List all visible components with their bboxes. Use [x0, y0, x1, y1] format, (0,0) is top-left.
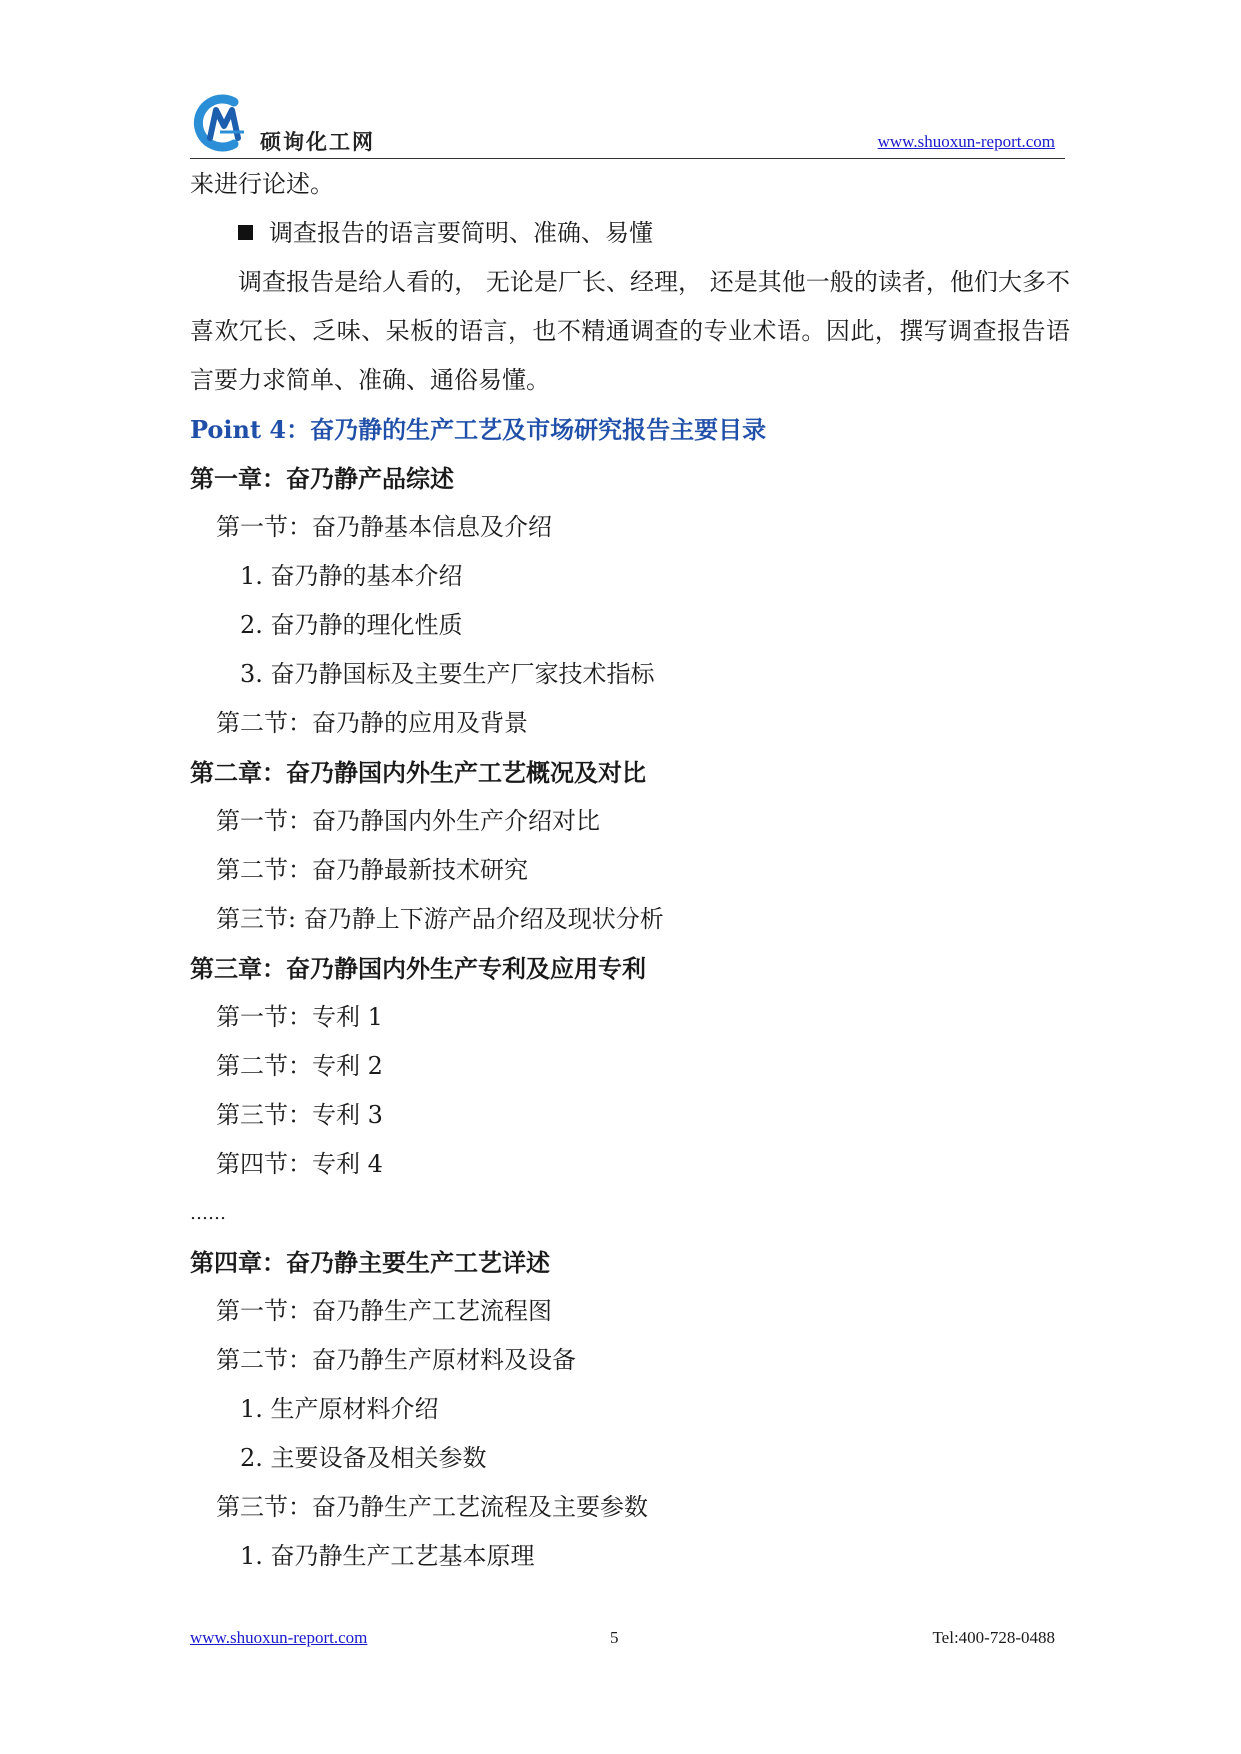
chapter-title: 第一章：奋乃静产品综述	[190, 464, 454, 493]
brand-name: 硕询化工网	[260, 130, 375, 154]
chapter-title: 第三章：奋乃静国内外生产专利及应用专利	[190, 954, 646, 983]
footer-telephone: Tel:400-728-0488	[932, 1628, 1055, 1647]
ellipsis: ……	[190, 1203, 226, 1224]
section-title: 第一节：奋乃静国内外生产介绍对比	[216, 807, 600, 835]
list-item: 2. 主要设备及相关参数	[240, 1444, 487, 1472]
continuation-text: 来进行论述。	[190, 170, 334, 198]
section-title: 第三节：专利 3	[216, 1101, 383, 1129]
header-divider	[190, 158, 1065, 159]
section-title: 第三节: 奋乃静上下游产品介绍及现状分析	[216, 905, 664, 933]
list-item: 1. 生产原材料介绍	[240, 1395, 439, 1423]
section-title: 第二节：专利 2	[216, 1052, 383, 1080]
square-bullet-icon	[238, 225, 253, 240]
section-title: 第一节：奋乃静基本信息及介绍	[216, 513, 552, 541]
page-header	[190, 88, 1065, 160]
header-website-link[interactable]: www.shuoxun-report.com	[877, 132, 1055, 151]
section-title: 第四节：专利 4	[216, 1150, 383, 1178]
cxm-logo-icon	[190, 92, 254, 154]
page-number: 5	[610, 1628, 619, 1647]
page-footer	[190, 1628, 1065, 1658]
section-title: 第一节：专利 1	[216, 1003, 383, 1031]
body-paragraph: 调查报告是给人看的， 无论是厂长、经理， 还是其他一般的读者，他们大多不喜欢冗长、乏味、呆板的语言，也不精通调查的专业术语。因此，撰写调查报告语言要力求简单、准确、通俗易懂。	[190, 268, 1070, 394]
page-body	[190, 160, 1070, 1581]
list-item: 1. 奋乃静生产工艺基本原理	[240, 1542, 535, 1570]
chapter-title: 第四章：奋乃静主要生产工艺详述	[190, 1248, 550, 1277]
list-item: 1. 奋乃静的基本介绍	[240, 562, 463, 590]
section-title: 第二节：奋乃静生产原材料及设备	[216, 1346, 576, 1374]
point-heading: Point 4：奋乃静的生产工艺及市场研究报告主要目录	[190, 415, 767, 444]
bullet-heading-text: 调查报告的语言要简明、准确、易懂	[269, 219, 653, 247]
section-title: 第三节：奋乃静生产工艺流程及主要参数	[216, 1493, 648, 1521]
section-title: 第二节：奋乃静最新技术研究	[216, 856, 528, 884]
section-title: 第一节：奋乃静生产工艺流程图	[216, 1297, 552, 1325]
list-item: 2. 奋乃静的理化性质	[240, 611, 463, 639]
list-item: 3. 奋乃静国标及主要生产厂家技术指标	[240, 660, 655, 688]
bullet-heading	[190, 209, 1070, 258]
section-title: 第二节：奋乃静的应用及背景	[216, 709, 528, 737]
chapter-title: 第二章：奋乃静国内外生产工艺概况及对比	[190, 758, 646, 787]
footer-website-link[interactable]: www.shuoxun-report.com	[190, 1628, 368, 1647]
